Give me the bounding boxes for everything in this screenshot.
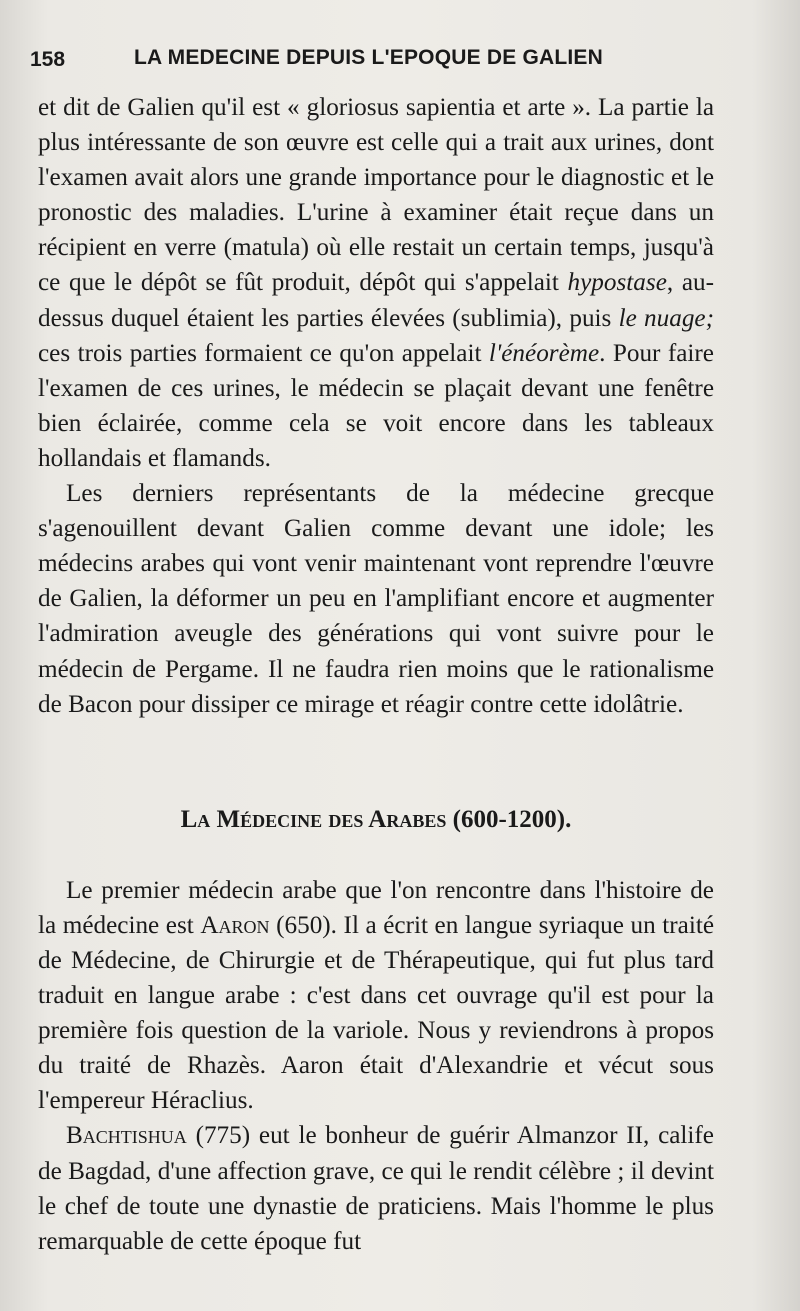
italic-term: hypostase [567,269,667,297]
section-heading [38,802,714,837]
text-run: et dit de Galien qu'il est « gloriosus sapientia et arte ». La partie la plus intéressante de son œuvre est celle qui a trait aux urines, dont l'examen avait alors une grande importance pour le diagnostic et le pronostic des maladies. L'urine à examiner était reçue dans un récipient en verre (matula) où elle restait un certain temps, jusqu'à ce que le dépôt se fût produit, dépôt qui s'appelait [38,94,714,297]
text-run: . Pour faire l'examen de ces urines, le médecin se plaçait devant une fenêtre bien éclairée, comme cela se voit encore dans les tableaux hollandais et flamands. [38,339,714,472]
paragraph-aaron [38,873,714,1119]
paragraph-galien-urines [38,90,714,476]
text-run: ces trois parties formaient ce qu'on appelait [38,339,489,367]
heading-title: La Médecine des Arabes [180,805,447,833]
italic-term: le nuage; [618,304,714,332]
page-body [38,90,714,1259]
text-run: Le premier médecin arabe que l'on rencontre dans l'histoire de la médecine est [38,876,714,939]
person-name: Bachtishua [66,1122,187,1150]
text-run: (650). Il a écrit en langue syriaque un traité de Médecine, de Chirurgie et de Thérapeutique, qui fut plus tard traduit en langue arabe : c'est dans cet ouvrage qu'il est pour la première fois question de la variole. Nous y reviendrons à propos du traité de Rhazès. Aaron était d'Alexandrie et vécut sous l'empereur Héraclius. [38,911,714,1115]
heading-dates: (600-1200). [446,805,572,833]
text-run: (775) eut le bonheur de guérir Almanzor II, calife de Bagdad, d'une affection grave, ce qui le rendit célèbre ; il devint le chef de toute une dynastie de praticiens. Mais l'homme le plus remarquable de cette époque fut [38,1122,714,1255]
person-name: Aaron [200,911,270,939]
paragraph-derniers-representants: Les derniers représentants de la médecine grecque s'agenouillent devant Galien comme devant une idole; les médecins arabes qui vont venir maintenant vont reprendre l'œuvre de Galien, la déformer un peu en l'amplifiant encore et augmenter l'admiration aveugle des générations qui vont suivre pour le médecin de Pergame. Il ne faudra rien moins que le rationalisme de Bacon pour dissiper ce mirage et réagir contre cette idolâtrie. [38,480,714,718]
italic-term: l'énéorème [488,339,600,367]
running-title: LA MEDECINE DEPUIS L'EPOQUE DE GALIEN [134,46,603,69]
page-header [30,46,740,76]
paragraph-bachtishua [38,1118,714,1258]
page-number: 158 [30,48,66,71]
text-run: , au-dessus duquel étaient les parties élevées (sublimia), puis [38,269,714,332]
